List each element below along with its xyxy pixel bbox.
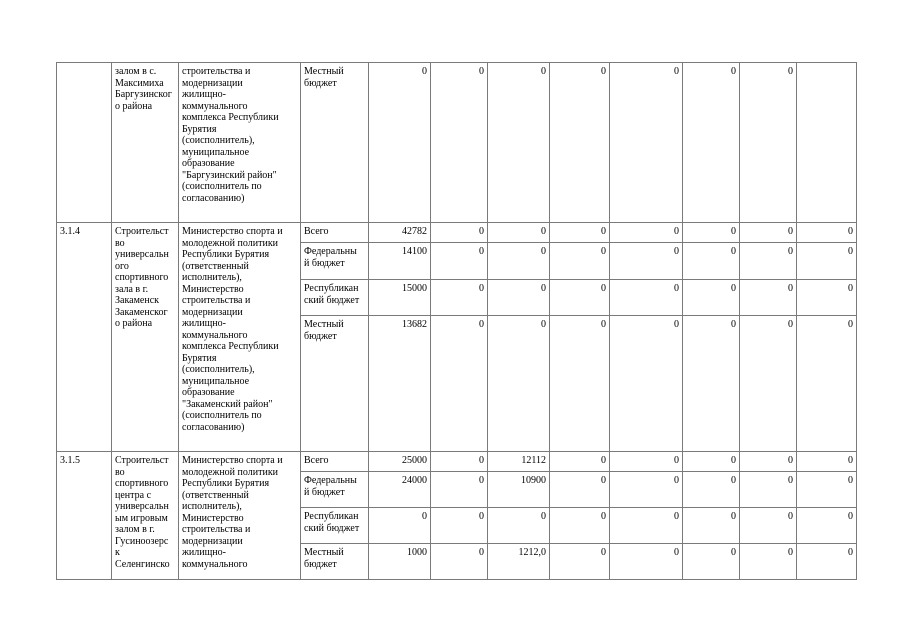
amount-cell: 14100	[369, 243, 431, 280]
item-number-cell: 3.1.5	[57, 452, 112, 580]
amount-cell: 0	[683, 544, 740, 580]
amount-cell: 0	[683, 316, 740, 452]
amount-cell: 12112	[488, 452, 550, 472]
amount-cell: 0	[683, 452, 740, 472]
amount-cell	[797, 63, 857, 223]
amount-cell: 0	[610, 472, 683, 508]
amount-cell: 0	[683, 508, 740, 544]
amount-cell: 0	[550, 472, 610, 508]
amount-cell: 0	[610, 223, 683, 243]
amount-cell: 0	[369, 508, 431, 544]
object-name-cell: Строительст во универсальн ого спортивного зала в г. Закаменск Закаменског о района	[112, 223, 179, 452]
amount-cell: 0	[797, 280, 857, 316]
amount-cell: 0	[610, 544, 683, 580]
amount-cell: 0	[740, 243, 797, 280]
amount-cell: 0	[740, 316, 797, 452]
amount-cell: 25000	[369, 452, 431, 472]
table-row	[57, 452, 857, 472]
funding-source-cell: Всего	[301, 452, 369, 472]
amount-cell: 0	[797, 223, 857, 243]
budget-table	[56, 62, 857, 580]
amount-cell: 0	[683, 280, 740, 316]
amount-cell: 0	[683, 243, 740, 280]
responsible-cell: строительства и модернизации жилищно- коммунального комплекса Республики Бурятия (соисполнитель), муниципальное образование "Баргузинский район" (соисполнитель по согласованию)	[179, 63, 301, 223]
funding-source-cell: Местный бюджет	[301, 63, 369, 223]
amount-cell: 0	[610, 508, 683, 544]
amount-cell: 0	[740, 63, 797, 223]
amount-cell: 15000	[369, 280, 431, 316]
amount-cell: 0	[740, 544, 797, 580]
funding-source-cell: Всего	[301, 223, 369, 243]
responsible-cell: Министерство спорта и молодежной политики Республики Бурятия (ответственный исполнитель), Министерство строительства и модернизации жилищно- коммунального комплекса Республики Бурятия (соисполнитель), муниципальное образование "Закаменский район" (соисполнитель по согласованию)	[179, 223, 301, 452]
amount-cell: 42782	[369, 223, 431, 243]
amount-cell: 0	[610, 452, 683, 472]
amount-cell: 0	[610, 280, 683, 316]
amount-cell: 0	[683, 63, 740, 223]
amount-cell: 10900	[488, 472, 550, 508]
object-name-cell: залом в с. Максимиха Баргузинског о района	[112, 63, 179, 223]
amount-cell: 0	[550, 223, 610, 243]
amount-cell: 0	[431, 280, 488, 316]
amount-cell: 0	[488, 63, 550, 223]
amount-cell: 0	[488, 508, 550, 544]
amount-cell: 24000	[369, 472, 431, 508]
item-number-cell: 3.1.4	[57, 223, 112, 452]
amount-cell: 0	[610, 243, 683, 280]
amount-cell: 0	[610, 63, 683, 223]
amount-cell: 0	[683, 223, 740, 243]
amount-cell: 0	[431, 243, 488, 280]
amount-cell: 0	[488, 280, 550, 316]
funding-source-cell: Республикан ский бюджет	[301, 508, 369, 544]
amount-cell: 0	[431, 63, 488, 223]
amount-cell: 0	[797, 243, 857, 280]
amount-cell: 0	[797, 452, 857, 472]
amount-cell: 0	[740, 452, 797, 472]
amount-cell: 0	[431, 472, 488, 508]
amount-cell: 0	[369, 63, 431, 223]
amount-cell: 0	[431, 223, 488, 243]
amount-cell: 0	[550, 280, 610, 316]
funding-source-cell: Местный бюджет	[301, 544, 369, 580]
amount-cell: 0	[431, 316, 488, 452]
object-name-cell: Строительст во спортивного центра с универсальн ым игровым залом в г. Гусиноозерс к Селенгинско	[112, 452, 179, 580]
amount-cell: 0	[431, 544, 488, 580]
amount-cell: 0	[550, 243, 610, 280]
amount-cell: 0	[797, 508, 857, 544]
amount-cell: 0	[740, 280, 797, 316]
amount-cell: 0	[550, 544, 610, 580]
funding-source-cell: Федеральны й бюджет	[301, 472, 369, 508]
funding-source-cell: Федеральны й бюджет	[301, 243, 369, 280]
funding-source-cell: Республикан ский бюджет	[301, 280, 369, 316]
amount-cell: 0	[550, 316, 610, 452]
amount-cell: 0	[797, 472, 857, 508]
amount-cell: 0	[797, 316, 857, 452]
amount-cell: 0	[550, 63, 610, 223]
amount-cell: 0	[740, 472, 797, 508]
amount-cell: 0	[488, 223, 550, 243]
amount-cell: 0	[431, 508, 488, 544]
amount-cell: 0	[740, 508, 797, 544]
amount-cell: 0	[550, 508, 610, 544]
amount-cell: 13682	[369, 316, 431, 452]
amount-cell: 0	[550, 452, 610, 472]
amount-cell: 0	[797, 544, 857, 580]
amount-cell: 0	[740, 223, 797, 243]
amount-cell: 0	[431, 452, 488, 472]
amount-cell: 0	[683, 472, 740, 508]
amount-cell: 0	[610, 316, 683, 452]
table-row	[57, 63, 857, 223]
responsible-cell: Министерство спорта и молодежной политики Республики Бурятия (ответственный исполнитель), Министерство строительства и модернизации жилищно- коммунального	[179, 452, 301, 580]
amount-cell: 0	[488, 316, 550, 452]
item-number-cell	[57, 63, 112, 223]
amount-cell: 1212,0	[488, 544, 550, 580]
amount-cell: 1000	[369, 544, 431, 580]
table-row	[57, 223, 857, 243]
funding-source-cell: Местный бюджет	[301, 316, 369, 452]
amount-cell: 0	[488, 243, 550, 280]
